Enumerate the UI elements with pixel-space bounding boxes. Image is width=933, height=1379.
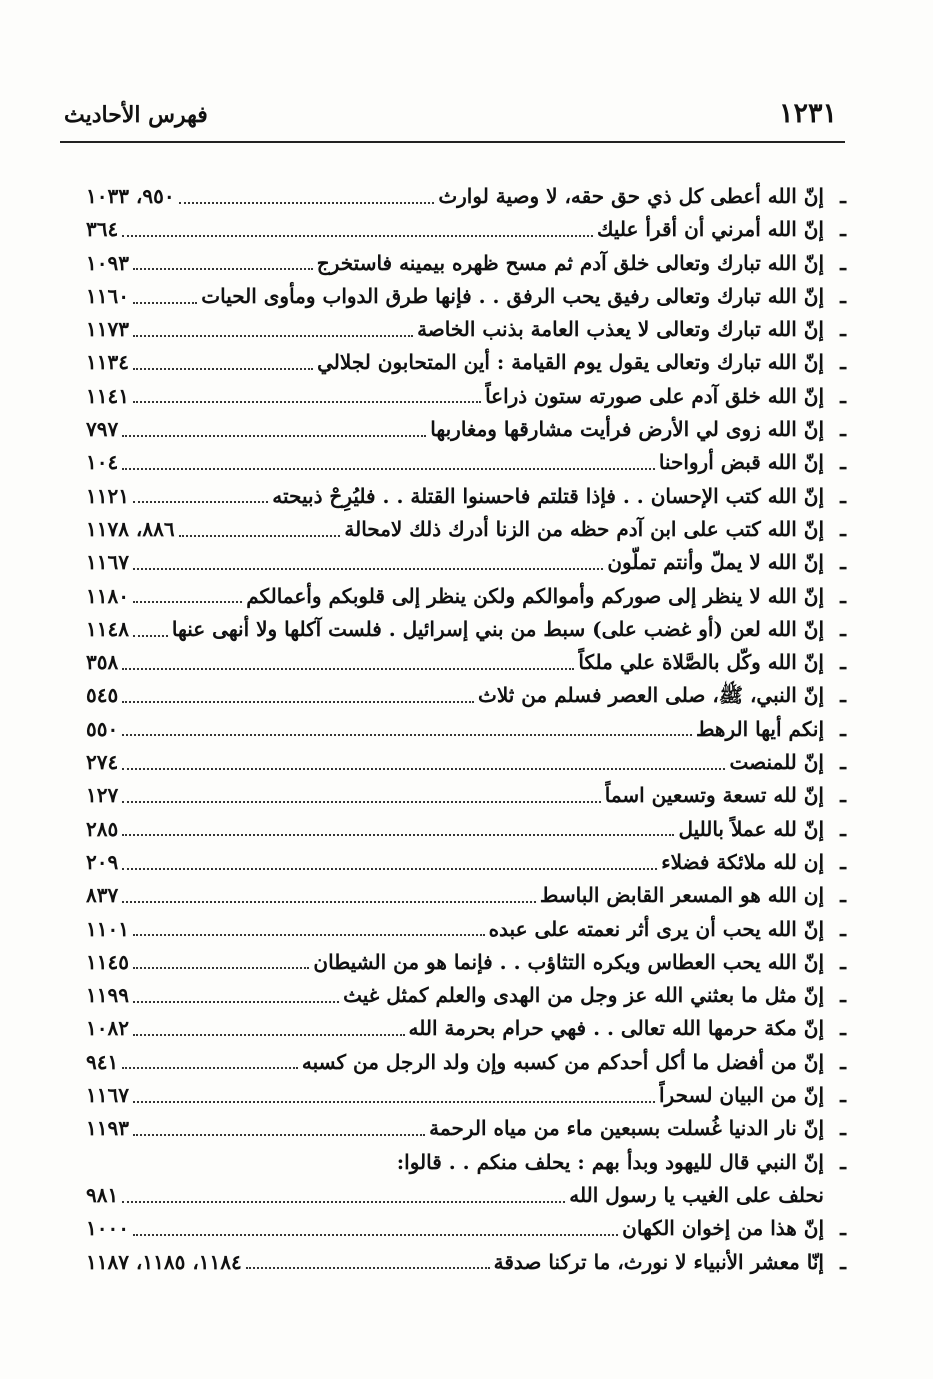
index-entry: [86, 346, 846, 379]
entry-dash: ـ: [840, 483, 846, 508]
index-entry: [86, 1146, 846, 1179]
index-entry: [86, 280, 846, 313]
entry-dash: ـ: [840, 583, 846, 608]
dot-leader: [246, 1267, 490, 1269]
dot-leader: [133, 1134, 425, 1136]
hadith-text: إنّ الله لا ينظر إلى صوركم وأموالكم ولكن ينظر إلى قلوبكم وأعمالكم: [246, 583, 824, 608]
dot-leader: [133, 601, 242, 603]
dot-leader: [122, 235, 593, 237]
entry-dash: ـ: [840, 750, 846, 775]
page-references: ٩٨١: [86, 1182, 119, 1207]
entry-dash: ـ: [840, 783, 846, 808]
page-references: ١٢٧: [86, 783, 119, 808]
entry-dash: ـ: [840, 1016, 846, 1041]
page-references: ١١٤١: [86, 383, 129, 408]
dot-leader: [133, 302, 197, 304]
entry-dash: ـ: [840, 184, 846, 208]
index-entry: [86, 813, 846, 846]
page-references: ٢٠٩: [86, 849, 119, 874]
dot-leader: [133, 967, 309, 969]
index-entry: [86, 613, 846, 646]
entry-dash: ـ: [840, 317, 846, 342]
index-entry: [86, 446, 846, 479]
page-references: ١١٨٠: [86, 583, 129, 608]
index-entry: [86, 779, 846, 812]
page-references: ٢٨٥: [86, 816, 119, 841]
hadith-text: إنّ الله أمرني أن أقرأ عليك: [597, 217, 824, 242]
hadith-text: إنّ الله قبض أرواحنا: [658, 450, 824, 475]
hadith-text: إنّ هذا من إخوان الكهان: [622, 1216, 824, 1241]
entry-dash: ـ: [840, 1116, 846, 1141]
hadith-text: إنّ الله خلق آدم على صورته ستون ذراعاً: [485, 383, 824, 408]
index-entry: [86, 679, 846, 712]
page-references: ١١٩٣: [86, 1116, 129, 1141]
dot-leader: [133, 268, 313, 270]
hadith-text: إنّ الله أعطى كل ذي حق حقه، لا وصية لوارث: [438, 184, 824, 208]
hadith-text: إنّ الله وكّل بالصَّلاة علي ملكاً: [578, 650, 824, 675]
index-entry: [86, 1179, 846, 1212]
dot-leader: [133, 568, 603, 570]
hadith-text: إنّ مكة حرمها الله تعالى . . فهي حرام بحرمة الله: [408, 1016, 824, 1041]
page-references: ٥٥٠: [86, 716, 119, 741]
page-number: ١٢٣١: [778, 98, 837, 129]
hadith-text: إنّ النبي، ﷺ، صلى العصر فسلم من ثلاث: [478, 683, 824, 708]
page-references: ١١٧٣: [86, 317, 129, 342]
hadith-text: إنّ النبي قال لليهود وبدأ بهم : يحلف منكم . . قالوا:: [396, 1149, 824, 1174]
entry-dash: ـ: [840, 550, 846, 575]
dot-leader: [122, 834, 674, 836]
hadith-text: إنّ الله كتب على ابن آدم حظه من الزنا أدرك ذلك لامحالة: [344, 516, 824, 541]
dot-leader: [122, 701, 474, 703]
index-entry: [86, 1079, 846, 1112]
entry-dash: ـ: [840, 949, 846, 974]
page-references: ٧٩٧: [86, 417, 119, 442]
index-entry: [86, 979, 846, 1012]
dot-leader: [133, 1034, 405, 1036]
index-entry: [86, 580, 846, 613]
hadith-index-list: [86, 180, 846, 1279]
page-references: ١٠٩٣: [86, 250, 129, 275]
index-entry: [86, 546, 846, 579]
dot-leader: [122, 801, 601, 803]
hadith-text: إن لله ملائكة فضلاء: [661, 849, 824, 874]
hadith-text: إنّ لله تسعة وتسعين اسماً: [604, 783, 824, 808]
dot-leader: [133, 401, 481, 403]
page-references: ١١٤٨: [86, 616, 129, 641]
index-entry: [86, 480, 846, 513]
dot-leader: [133, 1234, 618, 1236]
entry-dash: ـ: [840, 916, 846, 941]
index-entry: [86, 846, 846, 879]
dot-leader: [122, 734, 692, 736]
entry-dash: ـ: [840, 1249, 846, 1274]
index-entry: [86, 913, 846, 946]
hadith-text: إنّ الله تبارك وتعالى خلق آدم ثم مسح ظهره بيمينه فاستخرج: [316, 250, 824, 275]
hadith-text: إنّ لله عملاً بالليل: [678, 816, 824, 841]
dot-leader: [179, 202, 435, 204]
entry-dash: ـ: [840, 1216, 846, 1241]
page-references: ٩٤١: [86, 1049, 119, 1074]
entry-dash: ـ: [840, 816, 846, 841]
index-entry: [86, 380, 846, 413]
page-references: ١٠٠٠: [86, 1216, 129, 1241]
hadith-text: إنّ الله تبارك وتعالى رفيق يحب الرفق . . فإنها طرق الدواب ومأوى الحيات: [201, 283, 824, 308]
hadith-text: إنّ الله تبارك وتعالى لا يعذب العامة بذنب الخاصة: [417, 317, 824, 342]
index-entry: [86, 213, 846, 246]
hadith-text: إنّ الله يحب العطاس ويكره التثاؤب . . فإنما هو من الشيطان: [313, 949, 824, 974]
dot-leader: [122, 901, 536, 903]
dot-leader: [133, 1101, 655, 1103]
index-entry: [86, 180, 846, 213]
hadith-text: إنّ مثل ما بعثني الله عز وجل من الهدى والعلم كمثل غيث: [343, 983, 824, 1008]
hadith-text: نحلف على الغيب يا رسول الله: [569, 1182, 824, 1207]
page-references: ١٠٤: [86, 450, 119, 475]
page-references: ١١٢١: [86, 483, 129, 508]
index-entry: [86, 646, 846, 679]
entry-dash: ـ: [840, 650, 846, 675]
page-references: ١١٦٠: [86, 283, 129, 308]
dot-leader: [122, 668, 574, 670]
dot-leader: [122, 435, 426, 437]
hadith-text: إنّ للمنصت: [729, 750, 824, 775]
index-entry: [86, 313, 846, 346]
index-entry: [86, 1112, 846, 1145]
hadith-text: إنّ نار الدنيا غُسلت بسبعين ماء من مياه الرحمة: [429, 1116, 824, 1141]
hadith-text: إنّا معشر الأنبياء لا نورث، ما تركنا صدقة: [493, 1249, 824, 1274]
page-references: ١١٦٧: [86, 1083, 129, 1108]
index-entry: [86, 1046, 846, 1079]
dot-leader: [122, 1067, 298, 1069]
entry-dash: ـ: [840, 683, 846, 708]
hadith-text: إنّ الله تبارك وتعالى يقول يوم القيامة : أين المتحابون لجلالي: [317, 350, 824, 375]
dot-leader: [133, 635, 168, 637]
dot-leader: [133, 1001, 339, 1003]
index-entry: [86, 746, 846, 779]
entry-dash: ـ: [840, 1083, 846, 1108]
index-entry: [86, 513, 846, 546]
entry-dash: ـ: [840, 417, 846, 442]
index-entry: [86, 413, 846, 446]
page-references: ١١٩٩: [86, 983, 129, 1008]
dot-leader: [122, 768, 725, 770]
page-references: ٩٥٠، ١٠٣٣: [86, 184, 175, 208]
dot-leader: [133, 368, 313, 370]
page-references: ١١٠١: [86, 916, 129, 941]
page-references: ١١٤٥: [86, 949, 129, 974]
dot-leader: [122, 868, 657, 870]
entry-dash: ـ: [840, 350, 846, 375]
page-references: ١١٨٤، ١١٨٥، ١١٨٧: [86, 1249, 242, 1274]
hadith-text: إن الله هو المسعر القابض الباسط: [539, 883, 824, 908]
entry-dash: ـ: [840, 616, 846, 641]
page-references: ٣٥٨: [86, 650, 119, 675]
running-title: فهرس الأحاديث: [64, 102, 208, 128]
page-references: ١٠٨٢: [86, 1016, 129, 1041]
index-entry: [86, 713, 846, 746]
index-entry: [86, 946, 846, 979]
page-references: ٨٣٧: [86, 883, 119, 908]
entry-dash: ـ: [840, 250, 846, 275]
dot-leader: [133, 934, 485, 936]
entry-dash: ـ: [840, 383, 846, 408]
page-references: ٨٨٦، ١١٧٨: [86, 516, 175, 541]
entry-dash: ـ: [840, 1149, 846, 1174]
header-rule: [60, 141, 845, 143]
index-entry: [86, 1012, 846, 1045]
index-entry: [86, 1246, 846, 1279]
entry-dash: ـ: [840, 450, 846, 475]
dot-leader: [122, 1201, 565, 1203]
hadith-text: إنّ الله زوى لي الأرض فرأيت مشارقها ومغاربها: [430, 417, 824, 442]
page-references: ١١٣٤: [86, 350, 129, 375]
entry-dash: ـ: [840, 516, 846, 541]
hadith-text: إنّ الله لعن (أو غضب على) سبط من بني إسرائيل . فلست آكلها ولا أنهى عنها: [171, 616, 824, 641]
hadith-text: إنكم أيها الرهط: [695, 716, 824, 741]
dot-leader: [179, 535, 341, 537]
index-entry: [86, 247, 846, 280]
hadith-text: إنّ من البيان لسحراً: [658, 1083, 824, 1108]
page-references: ٣٦٤: [86, 217, 119, 242]
dot-leader: [122, 468, 655, 470]
page-references: ٢٧٤: [86, 750, 119, 775]
hadith-text: إنّ الله لا يملّ وأنتم تملّون: [607, 550, 824, 575]
page-references: ٥٤٥: [86, 683, 119, 708]
index-entry: [86, 879, 846, 912]
entry-dash: ـ: [840, 983, 846, 1008]
entry-dash: ـ: [840, 716, 846, 741]
entry-dash: ـ: [840, 849, 846, 874]
hadith-text: إنّ الله يحب أن يرى أثر نعمته على عبده: [488, 916, 824, 941]
entry-dash: ـ: [840, 283, 846, 308]
dot-leader: [133, 501, 268, 503]
entry-dash: ـ: [840, 1049, 846, 1074]
entry-dash: ـ: [840, 883, 846, 908]
entry-dash: ـ: [840, 217, 846, 242]
hadith-text: إنّ من أفضل ما أكل أحدكم من كسبه وإن ولد الرجل من كسبه: [301, 1049, 824, 1074]
page-references: ١١٦٧: [86, 550, 129, 575]
index-entry: [86, 1212, 846, 1245]
hadith-text: إنّ الله كتب الإحسان . . فإذا قتلتم فاحسنوا القتلة . . فليُرِحْ ذبيحته: [272, 483, 824, 508]
page-header: [60, 98, 845, 138]
dot-leader: [133, 335, 413, 337]
